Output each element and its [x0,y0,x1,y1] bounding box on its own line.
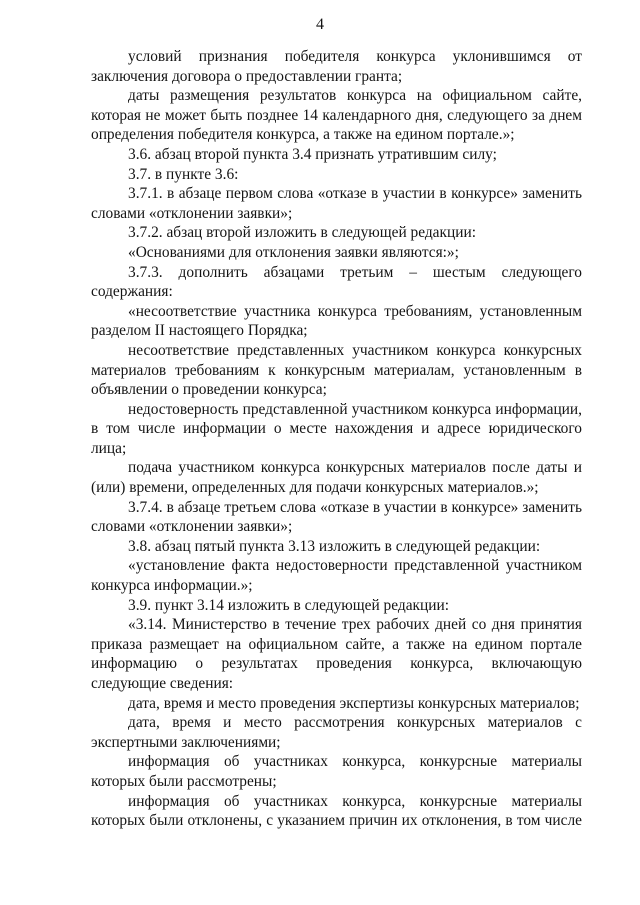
document-body [91,47,582,831]
paragraph: информация об участниках конкурса, конкурсные материалы которых были рассмотрены; [91,753,582,790]
paragraph: «Основаниями для отклонения заявки являются:»; [128,243,459,261]
paragraph: «установление факта недостоверности представленной участником конкурса информации.»; [91,557,582,595]
paragraph: 3.7.2. абзац второй изложить в следующей редакции: [128,224,476,242]
paragraph: «3.14. Министерство в течение трех рабочих дней со дня принятия приказа размещает на официальном сайте, а также на едином портале информацию о результатах проведения конкурса, включающую следующие сведения: [91,616,582,692]
paragraph: «несоответствие участника конкурса требованиям, установленным разделом II настоящего Порядка; [91,302,582,340]
paragraph: 3.7. в пункте 3.6: [128,165,239,183]
paragraph: 3.7.4. в абзаце третьем слова «отказе в участии в конкурсе» заменить словами «отклонении заявки»; [91,498,582,536]
paragraph: 3.7.1. в абзаце первом слова «отказе в участии в конкурсе» заменить словами «отклонении заявки»; [91,185,582,222]
paragraph: недостоверность представленной участником конкурса информации, в том числе информации о месте нахождения и адресе юридического лица; [91,400,582,457]
paragraph: несоответствие представленных участником конкурса конкурсных материалов требованиям к конкурсным материалам, установленным в объявлении о проведении конкурса; [91,341,582,399]
paragraph: 3.8. абзац пятый пункта 3.13 изложить в следующей редакции: [128,537,541,555]
paragraph: дата, время и место проведения экспертизы конкурсных материалов; [128,694,580,712]
paragraph: условий признания победителя конкурса уклонившимся от заключения договора о предоставлении гранта; [91,48,582,85]
paragraph: даты размещения результатов конкурса на официальном сайте, которая не может быть позднее 14 календарного дня, следующего за днем определения победителя конкурса, а также на едином портале.»; [91,87,582,144]
paragraph: информация об участниках конкурса, конкурсные материалы которых были отклонены, с указанием причин их отклонения, в том числе [91,792,582,830]
paragraph: 3.7.3. дополнить абзацами третьим – шестым следующего содержания: [91,263,582,301]
paragraph: подача участником конкурса конкурсных материалов после даты и (или) времени, определенных для подачи конкурсных материалов.»; [91,459,582,497]
paragraph: дата, время и место рассмотрения конкурсных материалов с экспертными заключениями; [91,714,582,751]
paragraph: 3.9. пункт 3.14 изложить в следующей редакции: [128,596,449,614]
page-number: 4 [316,16,324,33]
paragraph: 3.6. абзац второй пункта 3.4 признать утратившим силу; [128,145,497,163]
